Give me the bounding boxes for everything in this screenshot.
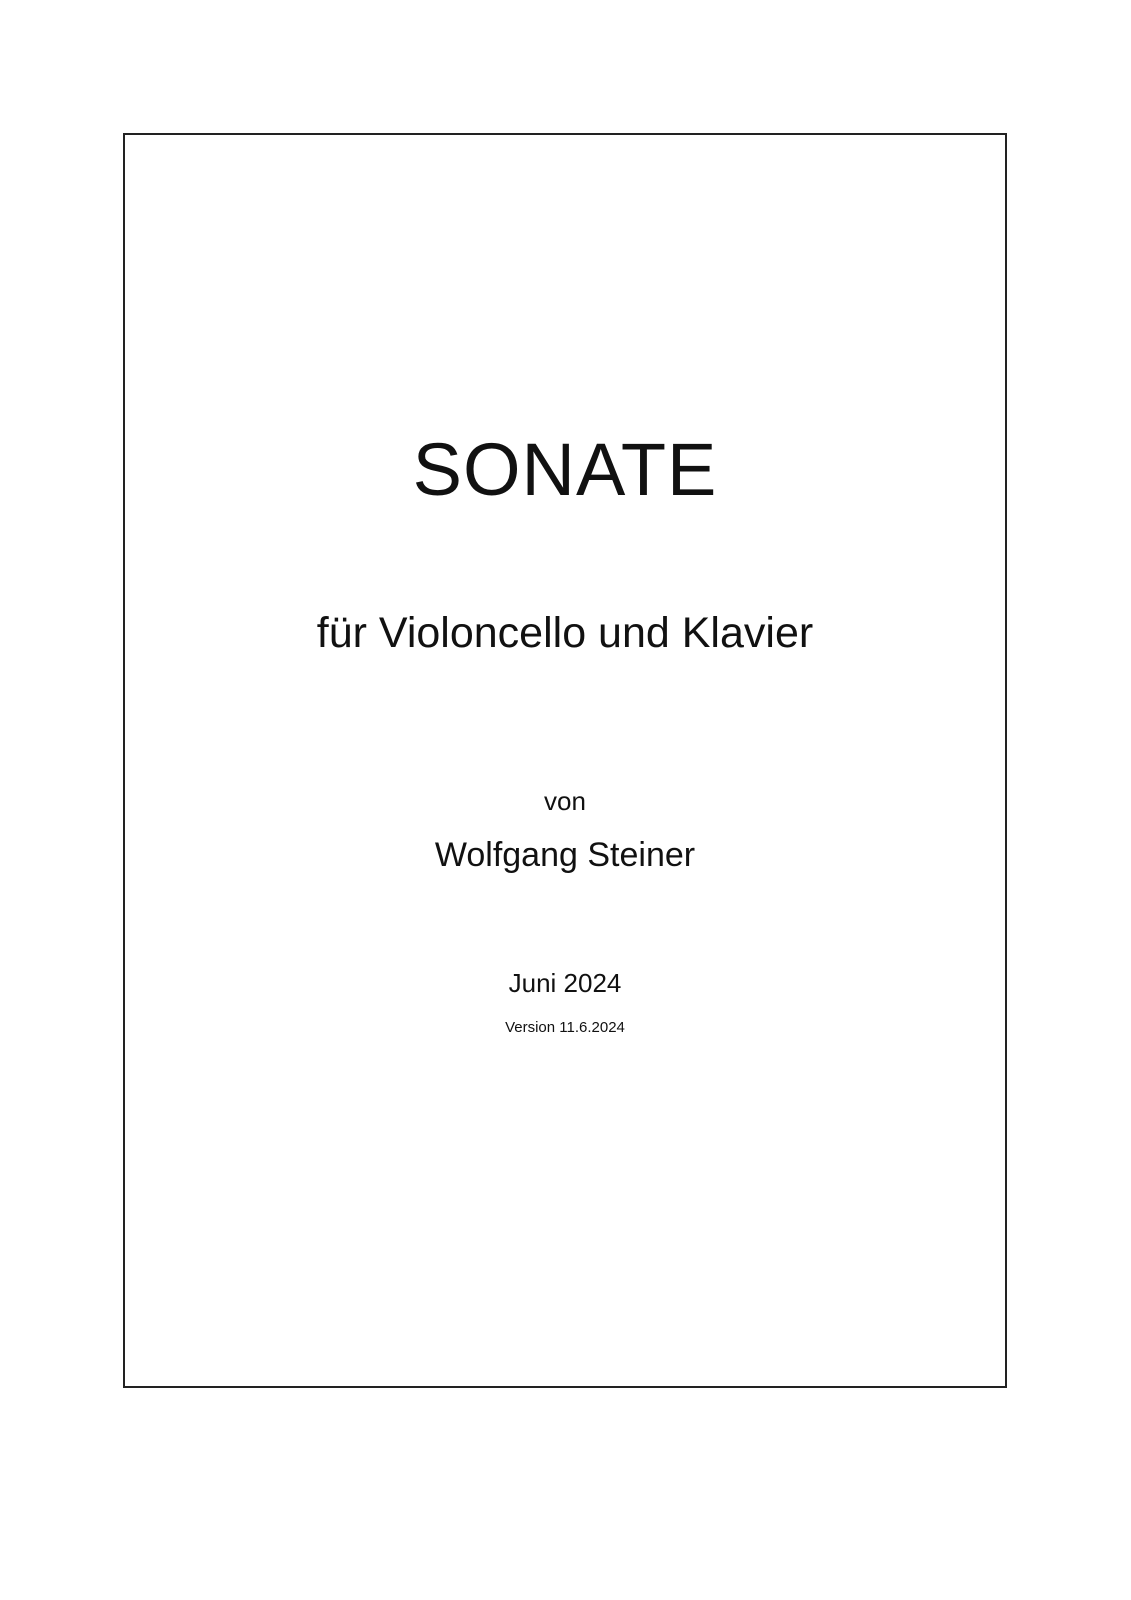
- instrumentation-subtitle: für Violoncello und Klavier: [316, 609, 814, 657]
- document-title: SONATE: [412, 428, 718, 511]
- version-label: Version 11.6.2024: [505, 1019, 625, 1036]
- by-label: von: [544, 786, 586, 816]
- composition-date: Juni 2024: [508, 968, 622, 998]
- composer-name: Wolfgang Steiner: [434, 836, 696, 874]
- title-page-frame: [123, 133, 1007, 1388]
